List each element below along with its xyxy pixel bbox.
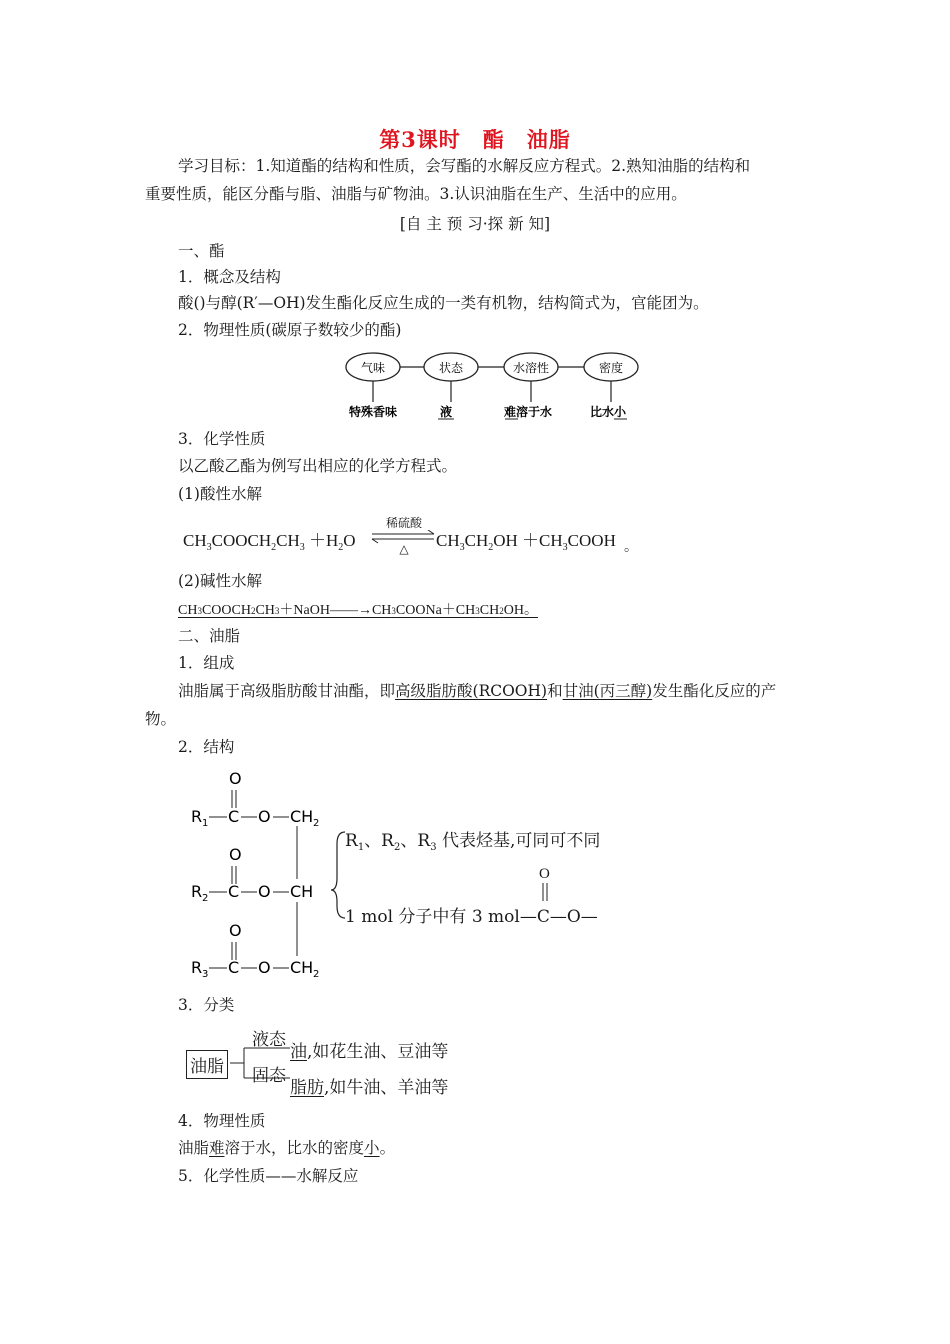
svg-text:O: O [258, 807, 271, 826]
svg-text:2: 2 [313, 969, 320, 980]
page-title: 第3课时 酯 油脂 [379, 127, 571, 152]
base-equation: CH3COOCH2CH3＋NaOH——→CH3COONa＋CH3CH2OH。 [178, 603, 538, 618]
objectives-line-2: 重要性质，能区分酯与脂、油脂与矿物油。3.认识油脂在生产、生活中的应用。 [145, 185, 687, 203]
classify-oil-line: 油,如花生油、豆油等 [290, 1042, 449, 1062]
svg-text:C: C [228, 807, 240, 826]
svg-text:CH: CH [290, 958, 314, 977]
prop-node-state [424, 353, 478, 419]
objectives-line-1: 学习目标：1.知道酯的结构和性质，会写酯的水解反应方程式。2.熟知油脂的结构和 [178, 157, 751, 175]
composition-line-2: 物。 [145, 710, 177, 728]
svg-text:CH: CH [290, 882, 314, 901]
prop-value-state: 液 [439, 405, 453, 419]
svg-text:CH: CH [290, 807, 314, 826]
phys-oil-text: 油脂难溶于水，比水的密度小。 [178, 1139, 396, 1157]
structure-note-1: $R_1$、$R_2$、$R_3$ 代表烃基,可同可不同 [345, 831, 601, 853]
svg-text:O: O [229, 921, 242, 940]
svg-text:2: 2 [202, 893, 209, 904]
prop-value-density: 比水小 [589, 405, 627, 419]
svg-text:C: C [228, 958, 240, 977]
prop-name-state: 状态 [438, 361, 464, 375]
prop-value-smell: 特殊香味 [348, 405, 398, 419]
svg-text:O: O [258, 958, 271, 977]
concept-text: 酸()与醇(R′—OH)发生酯化反应生成的一类有机物，结构简式为，官能团为。 [178, 294, 709, 312]
svg-text:1: 1 [202, 818, 209, 829]
prop-name-solubility: 水溶性 [512, 361, 550, 375]
acid-catalyst: 稀硫酸 [385, 516, 422, 530]
base-hydrolysis-title: (2)碱性水解 [178, 572, 262, 590]
svg-text:R: R [191, 958, 203, 977]
classify-fat-line: 脂肪,如牛油、羊油等 [290, 1078, 449, 1098]
prop-name-smell: 气味 [360, 361, 386, 375]
prop-name-density: 密度 [598, 361, 624, 375]
property-diagram [340, 348, 650, 424]
chemical-intro: 以乙酸乙酯为例写出相应的化学方程式。 [178, 457, 458, 475]
prop-node-density [584, 353, 638, 419]
subheading-concept: 1．概念及结构 [178, 268, 281, 286]
classify-root: 油脂 [186, 1050, 228, 1079]
svg-text:R: R [191, 807, 203, 826]
composition-line-1: 油脂属于高级脂肪酸甘油酯，即高级脂肪酸(RCOOH)和甘油(丙三醇)发生酯化反应的产 [178, 682, 777, 700]
structure-note-2-oxygen: O [539, 866, 550, 882]
subheading-physical: 2．物理性质(碳原子数较少的酯) [178, 321, 402, 339]
subheading-chemical: 3．化学性质 [178, 430, 266, 448]
svg-text:R: R [191, 882, 203, 901]
heading-oil: 二、油脂 [178, 627, 241, 645]
acid-equation-reactants: $CH_3COOCH_2CH_3 +H_2O$ [183, 531, 356, 553]
svg-text:2: 2 [313, 818, 320, 829]
svg-text:O: O [229, 845, 242, 864]
acid-equation-products: $CH_3CH_2OH$ $+CH_3COOH$ [436, 531, 616, 553]
triglyceride-structure [185, 766, 615, 982]
svg-text:C: C [228, 882, 240, 901]
section-banner: [自 主 预 习·探 新 知] [399, 215, 551, 233]
svg-text:O: O [229, 769, 242, 788]
acid-equation-end: 。 [624, 539, 638, 555]
acid-condition: △ [399, 542, 409, 556]
subheading-classification: 3．分类 [178, 996, 235, 1014]
svg-text:3: 3 [202, 969, 209, 980]
classify-liquid: 液态 [252, 1030, 286, 1050]
heading-ester: 一、酯 [178, 242, 225, 260]
prop-node-smell [346, 353, 400, 419]
classify-solid: 固态 [252, 1066, 286, 1086]
prop-value-solubility: 难溶于水 [503, 405, 553, 419]
subheading-phys-oil: 4．物理性质 [178, 1112, 266, 1130]
structure-note-2: 1 mol 分子中有 3 mol—C—O— [345, 907, 598, 927]
subheading-composition: 1．组成 [178, 654, 235, 672]
prop-node-solubility [504, 353, 558, 419]
double-bond-icon [541, 883, 551, 903]
subheading-structure: 2．结构 [178, 738, 235, 756]
subheading-chem-oil: 5．化学性质——水解反应 [178, 1167, 359, 1185]
acid-hydrolysis-title: (1)酸性水解 [178, 485, 262, 503]
svg-text:O: O [258, 882, 271, 901]
